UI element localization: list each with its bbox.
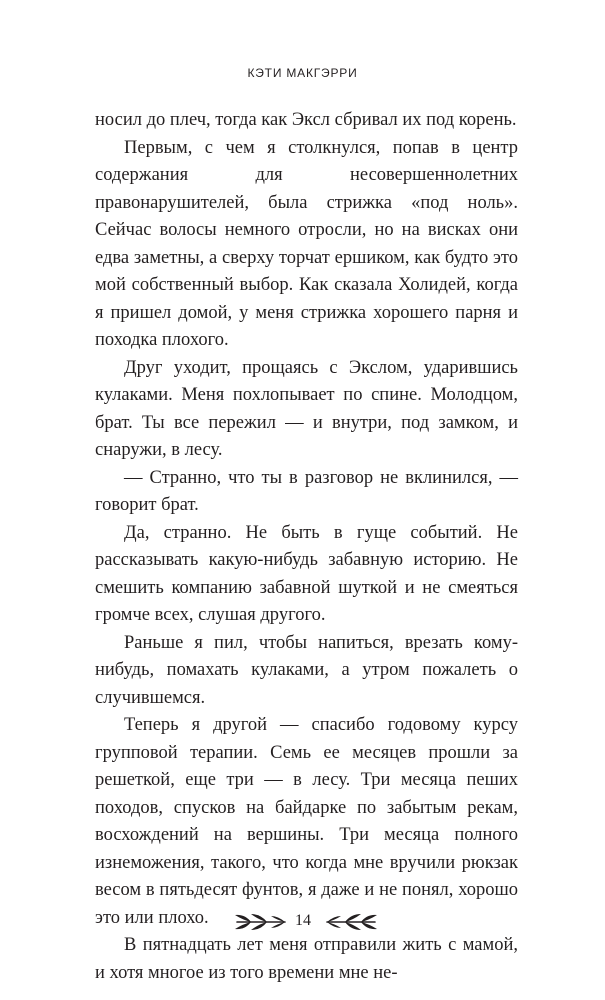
paragraph: Раньше я пил, чтобы напиться, врезать кому-нибудь, помахать кулаками, а утром пожалеть о случившемся.	[95, 632, 518, 708]
paragraph: Теперь я другой — спасибо годовому курсу групповой терапии. Семь ее месяцев прошли за решеткой, еще три — в лесу. Три месяца пеших походов, спусков на байдарке по забытым рекам, восхождений на вершины. Три месяца полного изнеможения, такого, что когда мне вручили рюкзак весом в пятьдесят фунтов, я даже и не понял, хорошо это или плохо.	[95, 715, 518, 928]
paragraph: Друг уходит, прощаясь с Экслом, ударившись кулаками. Меня похлопывает по спине. Молодцом, брат. Ты все пережил — и внутри, под замком, и снаружи, в лесу.	[95, 357, 518, 460]
paragraph: Да, странно. Не быть в гуще событий. Не рассказывать какую-нибудь забавную историю. Не смешить компанию забавной шуткой и не смеяться громче всех, слушая другого.	[95, 522, 518, 625]
paragraph: Первым, с чем я столкнулся, попав в центр содержания для несовершеннолетних правонарушителей, была стрижка «под ноль». Сейчас волосы немного отросли, но на висках они едва заметны, а сверху торчат ершиком, как будто это мой собственный выбор. Как сказала Холидей, когда я пришел домой, у меня стрижка хорошего парня и походка плохого.	[95, 137, 518, 350]
page-number: 14	[295, 912, 311, 929]
running-head-author: КЭТИ МАКГЭРРИ	[247, 66, 358, 80]
paragraph: В пятнадцать лет меня отправили жить с мамой, и хотя многое из того времени мне не-	[95, 935, 518, 983]
page-footer	[0, 908, 605, 936]
body-text	[95, 107, 518, 987]
paragraph-continuation: носил до плеч, тогда как Эксл сбривал их под корень.	[95, 110, 517, 130]
dialogue-paragraph: — Странно, что ты в разговор не вклинился, — говорит брат.	[95, 467, 518, 515]
leaf-sprig-right-icon	[321, 910, 381, 934]
leaf-sprig-left-icon	[231, 910, 291, 934]
